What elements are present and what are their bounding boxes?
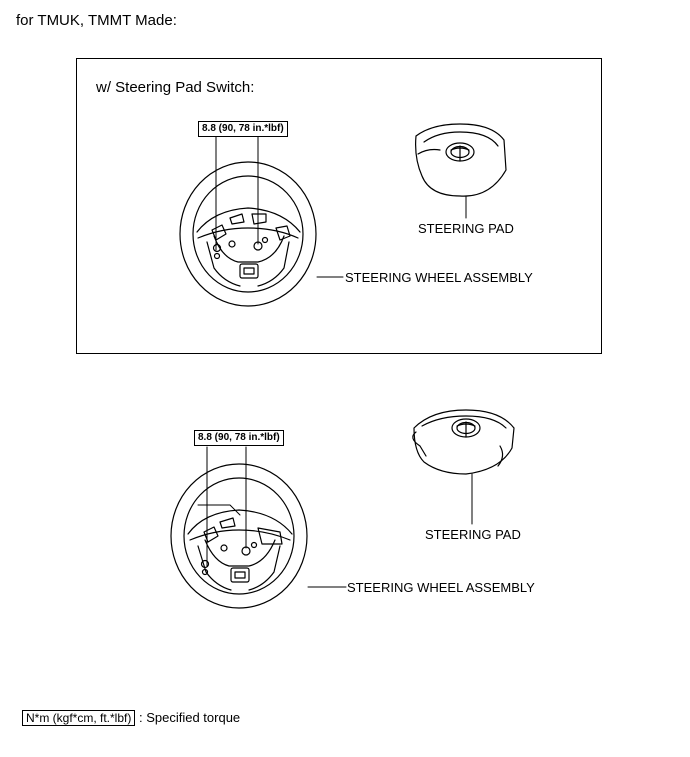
torque-unit-box: N*m (kgf*cm, ft.*lbf) <box>22 710 135 726</box>
steering-wheel-assembly-label-top: STEERING WHEEL ASSEMBLY <box>345 270 533 285</box>
steering-pad-illustration-bottom <box>413 410 514 474</box>
torque-callout-lines-top <box>216 134 258 250</box>
torque-legend-description: : Specified torque <box>138 710 241 725</box>
torque-spec-label-bottom: 8.8 (90, 78 in.*lbf) <box>194 430 284 446</box>
steering-pad-label-bottom: STEERING PAD <box>425 527 521 542</box>
steering-wheel-assembly-label-bottom: STEERING WHEEL ASSEMBLY <box>347 580 535 595</box>
steering-wheel-assembly-illustration-bottom <box>171 464 307 608</box>
steering-wheel-assembly-illustration-top <box>180 162 316 306</box>
torque-callout-lines-bottom <box>198 447 246 566</box>
torque-spec-label-top: 8.8 (90, 78 in.*lbf) <box>198 121 288 137</box>
steering-pad-label-top: STEERING PAD <box>418 221 514 236</box>
torque-legend <box>22 710 240 725</box>
page-title: for TMUK, TMMT Made: <box>16 12 177 29</box>
switch-variant-label: w/ Steering Pad Switch: <box>96 79 255 96</box>
steering-pad-illustration-top <box>416 124 506 196</box>
